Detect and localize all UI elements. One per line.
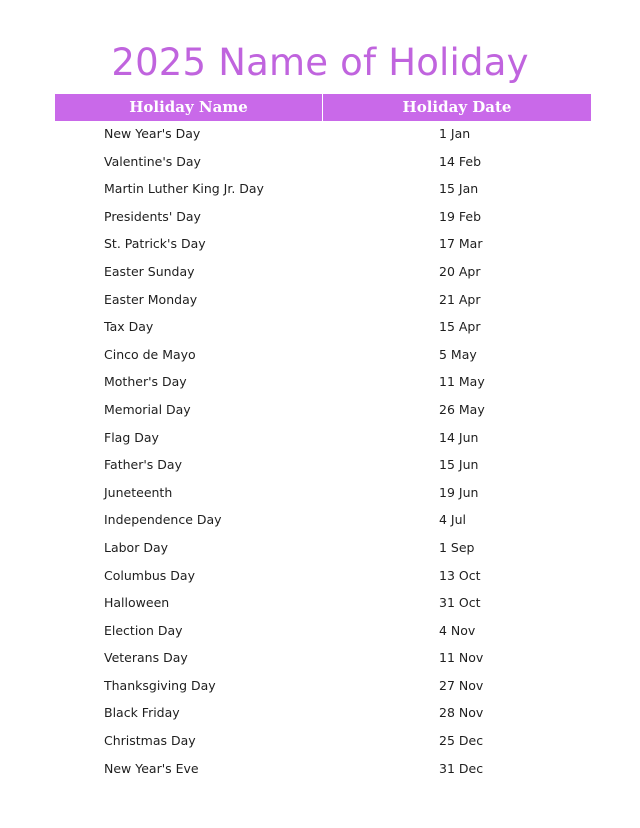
holiday-name-cell: New Year's Day xyxy=(104,126,201,141)
table-row xyxy=(0,590,640,618)
holiday-date-cell: 31 Oct xyxy=(439,595,481,611)
holiday-date-cell: 21 Apr xyxy=(439,291,481,307)
holiday-date-cell: 27 Nov xyxy=(439,677,484,693)
holiday-name-cell: Thanksgiving Day xyxy=(104,677,216,693)
holiday-name-cell: Presidents' Day xyxy=(104,208,201,224)
table-row xyxy=(0,121,640,149)
holiday-name-cell: Cinco de Mayo xyxy=(104,346,196,362)
holiday-date-cell: 1 Sep xyxy=(439,539,475,555)
holiday-date-cell: 5 May xyxy=(439,346,477,362)
table-header xyxy=(55,94,591,121)
holiday-name-cell: Easter Monday xyxy=(104,291,198,307)
holiday-date-cell: 25 Dec xyxy=(439,733,484,749)
holiday-name-cell: Mother's Day xyxy=(104,374,187,390)
holiday-name-cell: Columbus Day xyxy=(104,567,195,583)
table-row xyxy=(0,700,640,728)
holiday-date-cell: 19 Jun xyxy=(439,484,479,500)
table-row xyxy=(0,231,640,259)
table-row xyxy=(0,287,640,315)
table-row xyxy=(0,618,640,646)
holiday-name-cell: Christmas Day xyxy=(104,733,196,749)
table-row xyxy=(0,369,640,397)
holiday-date-cell: 15 Jun xyxy=(439,457,479,473)
page-title: 2025 Name of Holiday xyxy=(111,41,529,84)
holiday-date-cell: 28 Nov xyxy=(439,705,484,721)
holiday-date-cell: 19 Feb xyxy=(439,208,482,224)
holiday-date-cell: 15 Jan xyxy=(439,181,479,197)
holiday-date-cell: 4 Jul xyxy=(439,512,467,528)
holiday-name-cell: Martin Luther King Jr. Day xyxy=(104,181,264,197)
table-row xyxy=(0,507,640,535)
table-row xyxy=(0,204,640,232)
holiday-name-cell: Valentine's Day xyxy=(104,153,201,169)
column-header-holiday-date: Holiday Date xyxy=(402,98,512,116)
holiday-name-cell: Labor Day xyxy=(104,539,169,555)
holiday-date-cell: 15 Apr xyxy=(439,319,481,335)
holiday-date-cell: 20 Apr xyxy=(439,263,481,279)
holiday-name-cell: Juneteenth xyxy=(104,484,173,500)
table-row xyxy=(0,149,640,177)
table-row xyxy=(0,425,640,453)
holiday-name-cell: Black Friday xyxy=(104,705,180,721)
table-row xyxy=(0,756,640,784)
holiday-name-cell: Tax Day xyxy=(104,319,154,335)
holiday-date-cell: 26 May xyxy=(439,401,485,417)
holiday-name-cell: Veterans Day xyxy=(104,650,188,666)
holiday-date-cell: 13 Oct xyxy=(439,567,481,583)
holiday-date-cell: 17 Mar xyxy=(439,236,483,252)
holiday-date-cell: 11 May xyxy=(439,374,485,390)
holiday-table-body xyxy=(0,121,640,783)
holiday-name-cell: Memorial Day xyxy=(104,401,191,417)
table-row xyxy=(0,259,640,287)
holiday-name-cell: Father's Day xyxy=(104,457,182,473)
table-row xyxy=(0,342,640,370)
holiday-date-cell: 11 Nov xyxy=(439,650,484,666)
holiday-date-cell: 4 Nov xyxy=(439,622,476,638)
table-row xyxy=(0,563,640,591)
column-header-holiday-name: Holiday Name xyxy=(55,94,323,121)
holiday-date-cell: 14 Jun xyxy=(439,429,479,445)
table-row xyxy=(0,673,640,701)
holiday-name-cell: Independence Day xyxy=(104,512,222,528)
table-row xyxy=(0,645,640,673)
holiday-name-cell: Easter Sunday xyxy=(104,263,195,279)
table-row xyxy=(0,728,640,756)
table-row xyxy=(0,176,640,204)
holiday-date-cell: 14 Feb xyxy=(439,153,482,169)
table-row xyxy=(0,314,640,342)
holiday-name-cell: New Year's Eve xyxy=(104,760,199,776)
table-row xyxy=(0,480,640,508)
holiday-name-cell: Election Day xyxy=(104,622,183,638)
table-row xyxy=(0,397,640,425)
holiday-name-cell: St. Patrick's Day xyxy=(104,236,206,252)
holiday-date-cell: 31 Dec xyxy=(439,760,484,776)
table-row xyxy=(0,452,640,480)
holiday-date-cell: 1 Jan xyxy=(439,126,471,141)
holiday-name-cell: Halloween xyxy=(104,595,170,611)
holiday-name-cell: Flag Day xyxy=(104,429,159,445)
table-row xyxy=(0,535,640,563)
